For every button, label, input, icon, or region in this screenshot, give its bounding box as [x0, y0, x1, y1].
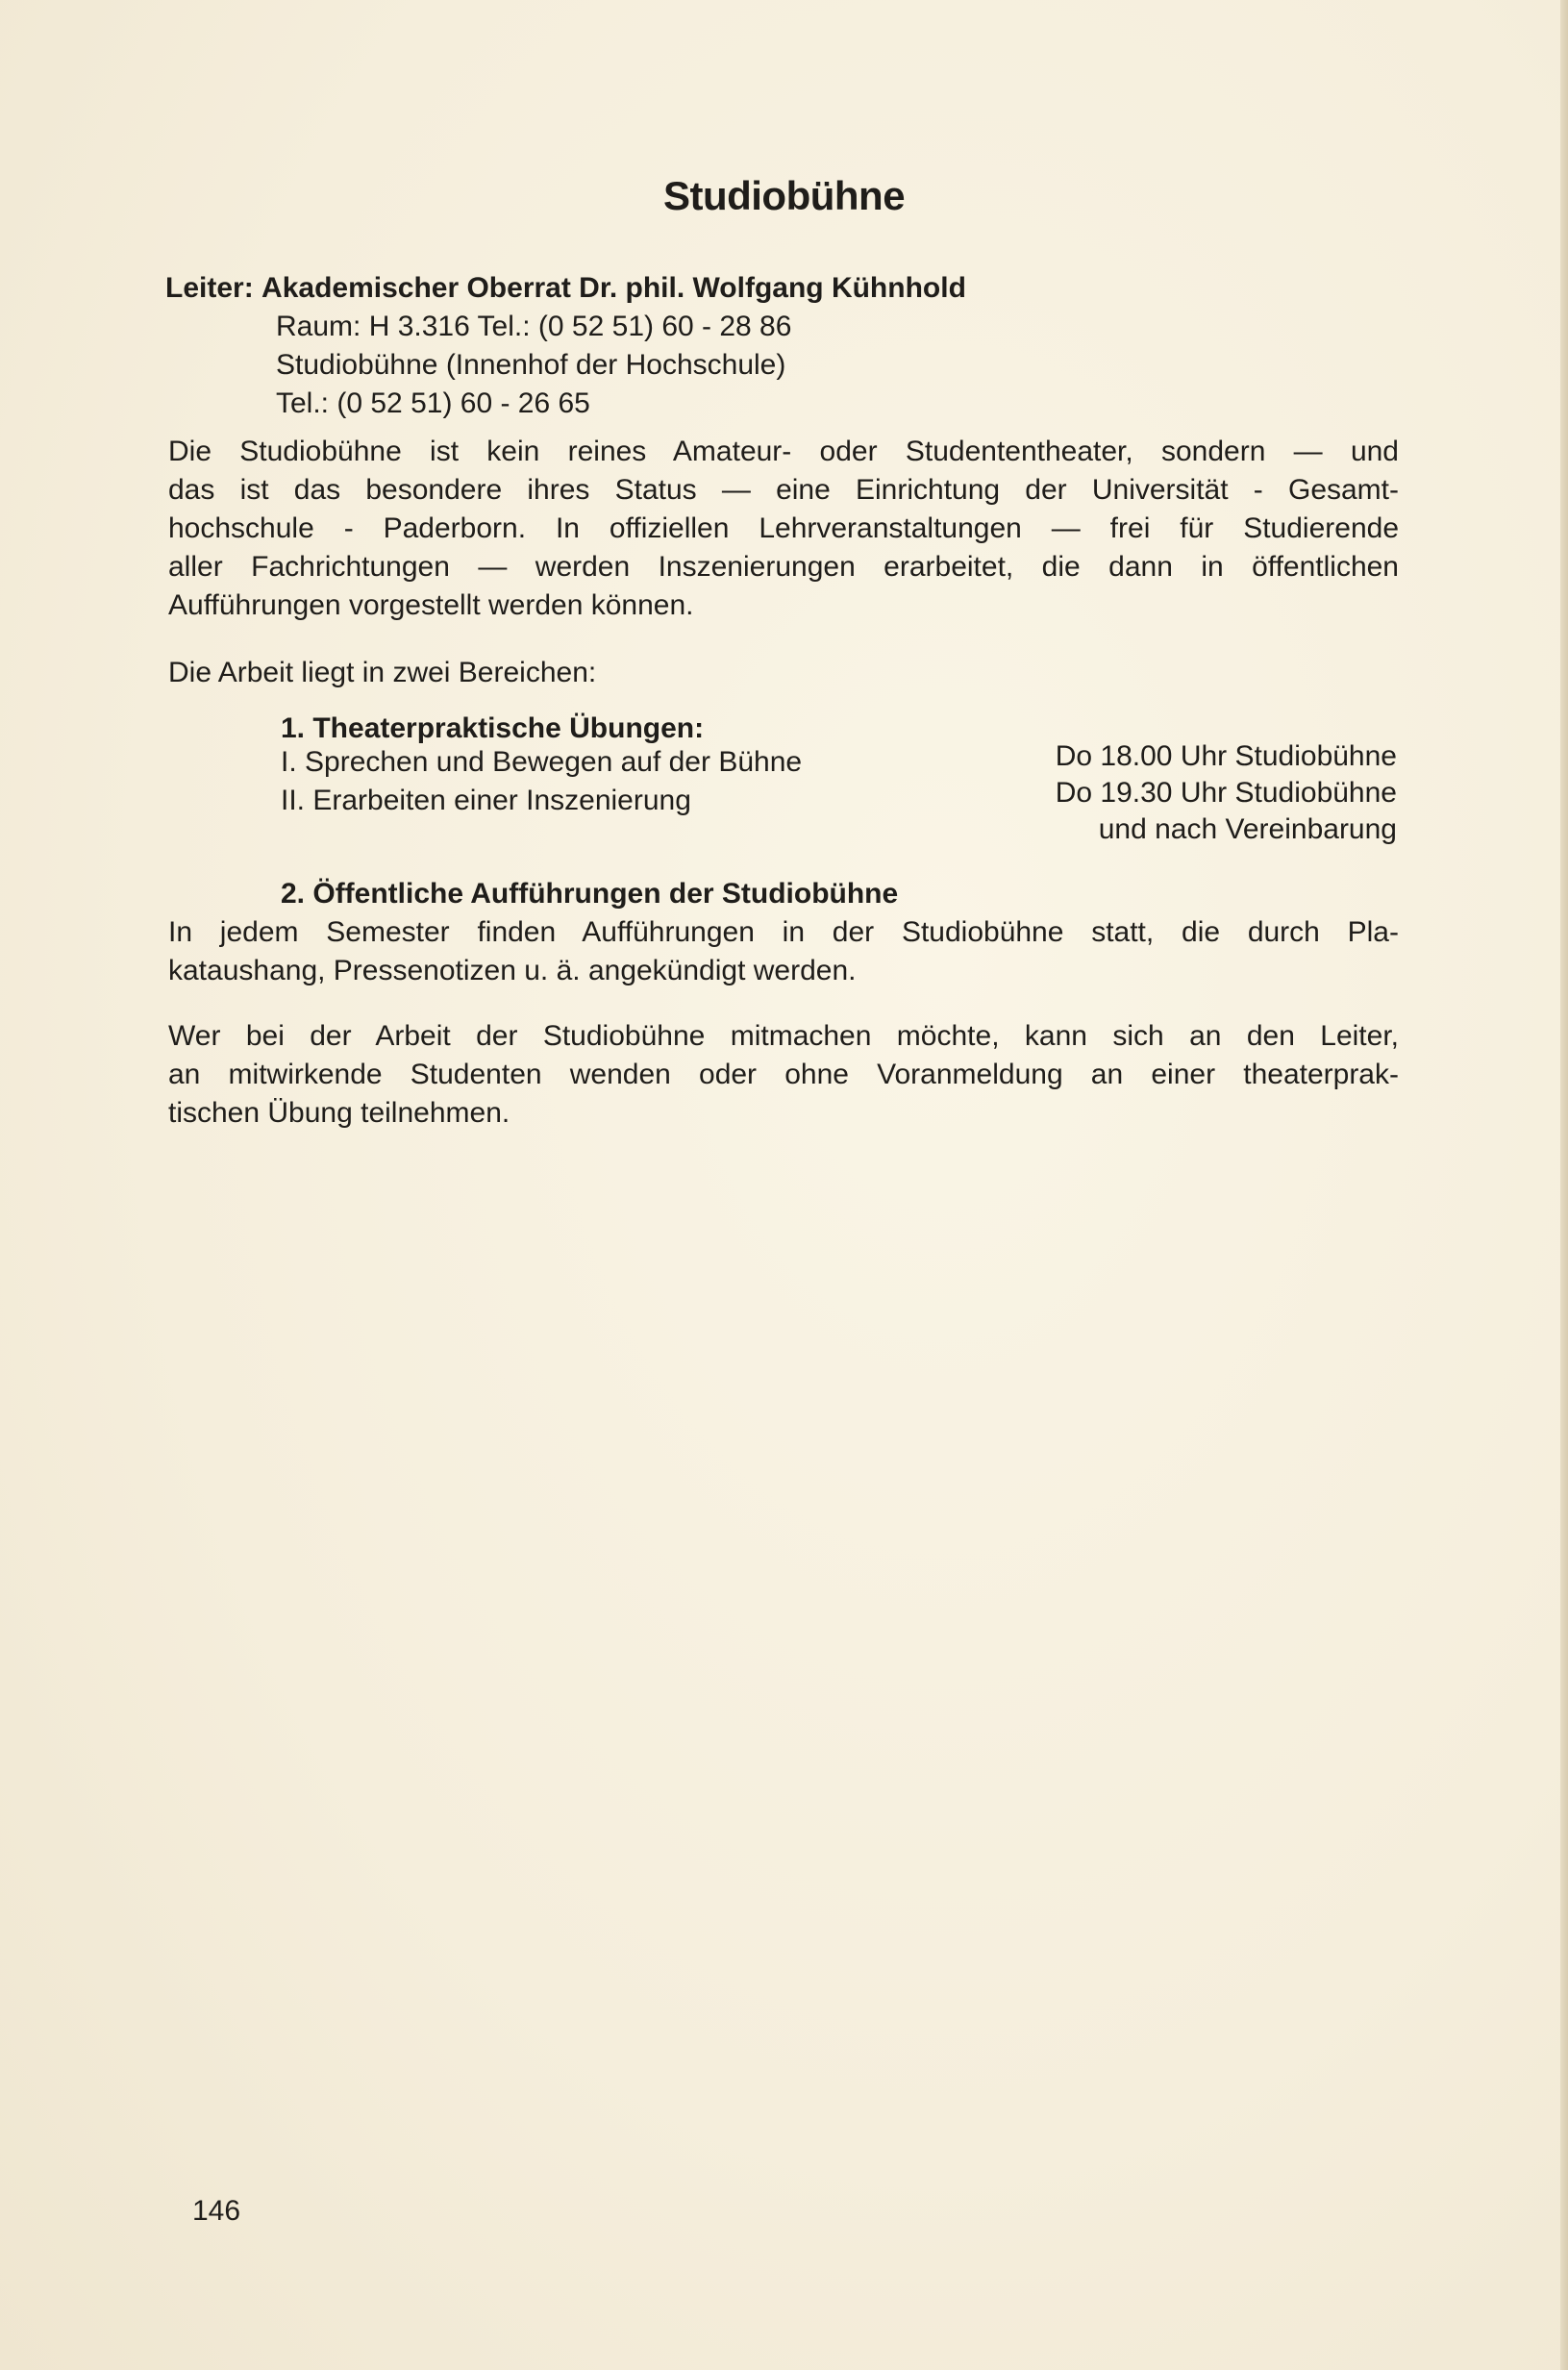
- course-time: und nach Vereinbarung: [1098, 813, 1397, 845]
- leiter-block: [165, 269, 1415, 423]
- page-edge: [1560, 0, 1568, 2370]
- section1-heading: 1. Theaterpraktische Übungen:: [281, 712, 705, 744]
- leiter-raum: Raum: H 3.316 Tel.: (0 52 51) 60 - 28 86: [276, 311, 792, 342]
- section2-paragraph: [168, 913, 1399, 990]
- course-time: Do 18.00 Uhr Studiobühne: [1055, 740, 1397, 772]
- course-item: I. Sprechen und Bewegen auf der Bühne: [281, 746, 803, 778]
- closing-paragraph: [168, 1017, 1399, 1133]
- areas-intro: [168, 654, 1399, 692]
- intro-line: Aufführungen vorgestellt werden können.: [168, 589, 694, 621]
- section2-line: kataushang, Pressenotizen u. ä. angekündigt werden.: [168, 955, 857, 986]
- closing-line: Wer bei der Arbeit der Studiobühne mitmachen möchte, kann sich an den Leiter,: [168, 1020, 1399, 1052]
- section2-heading: 2. Öffentliche Aufführungen der Studiobühne: [281, 878, 899, 910]
- intro-line: aller Fachrichtungen — werden Inszenierungen erarbeitet, die dann in öffentlichen: [168, 551, 1399, 583]
- course-list: [281, 743, 802, 820]
- leiter-tel: Tel.: (0 52 51) 60 - 26 65: [276, 387, 590, 419]
- leiter-location: Studiobühne (Innenhof der Hochschule): [276, 349, 786, 381]
- closing-line: tischen Übung teilnehmen.: [168, 1097, 510, 1129]
- course-time: Do 19.30 Uhr Studiobühne: [1055, 777, 1397, 809]
- closing-line: an mitwirkende Studenten wenden oder ohne Voranmeldung an einer theaterprak-: [168, 1059, 1399, 1090]
- intro-line: hochschule - Paderborn. In offiziellen Lehrveranstaltungen — frei für Studierende: [168, 512, 1399, 544]
- page-number: 146: [192, 2195, 241, 2227]
- course-item: II. Erarbeiten einer Inszenierung: [281, 785, 691, 816]
- section2-line: In jedem Semester finden Aufführungen in der Studiobühne statt, die durch Pla-: [168, 916, 1399, 948]
- leiter-label: Leiter:: [165, 272, 254, 304]
- page-title: Studiobühne: [662, 173, 906, 218]
- intro-paragraph: [168, 433, 1399, 625]
- leiter-row: [165, 269, 1415, 308]
- course-times: [1056, 738, 1397, 848]
- intro-line: das ist das besondere ihres Status — eine Einrichtung der Universität - Gesamt-: [168, 474, 1399, 506]
- leiter-name: Akademischer Oberrat Dr. phil. Wolfgang Kühnhold: [261, 272, 966, 304]
- areas-intro-line: Die Arbeit liegt in zwei Bereichen:: [168, 657, 597, 688]
- intro-line: Die Studiobühne ist kein reines Amateur- oder Studententheater, sondern — und: [168, 436, 1399, 467]
